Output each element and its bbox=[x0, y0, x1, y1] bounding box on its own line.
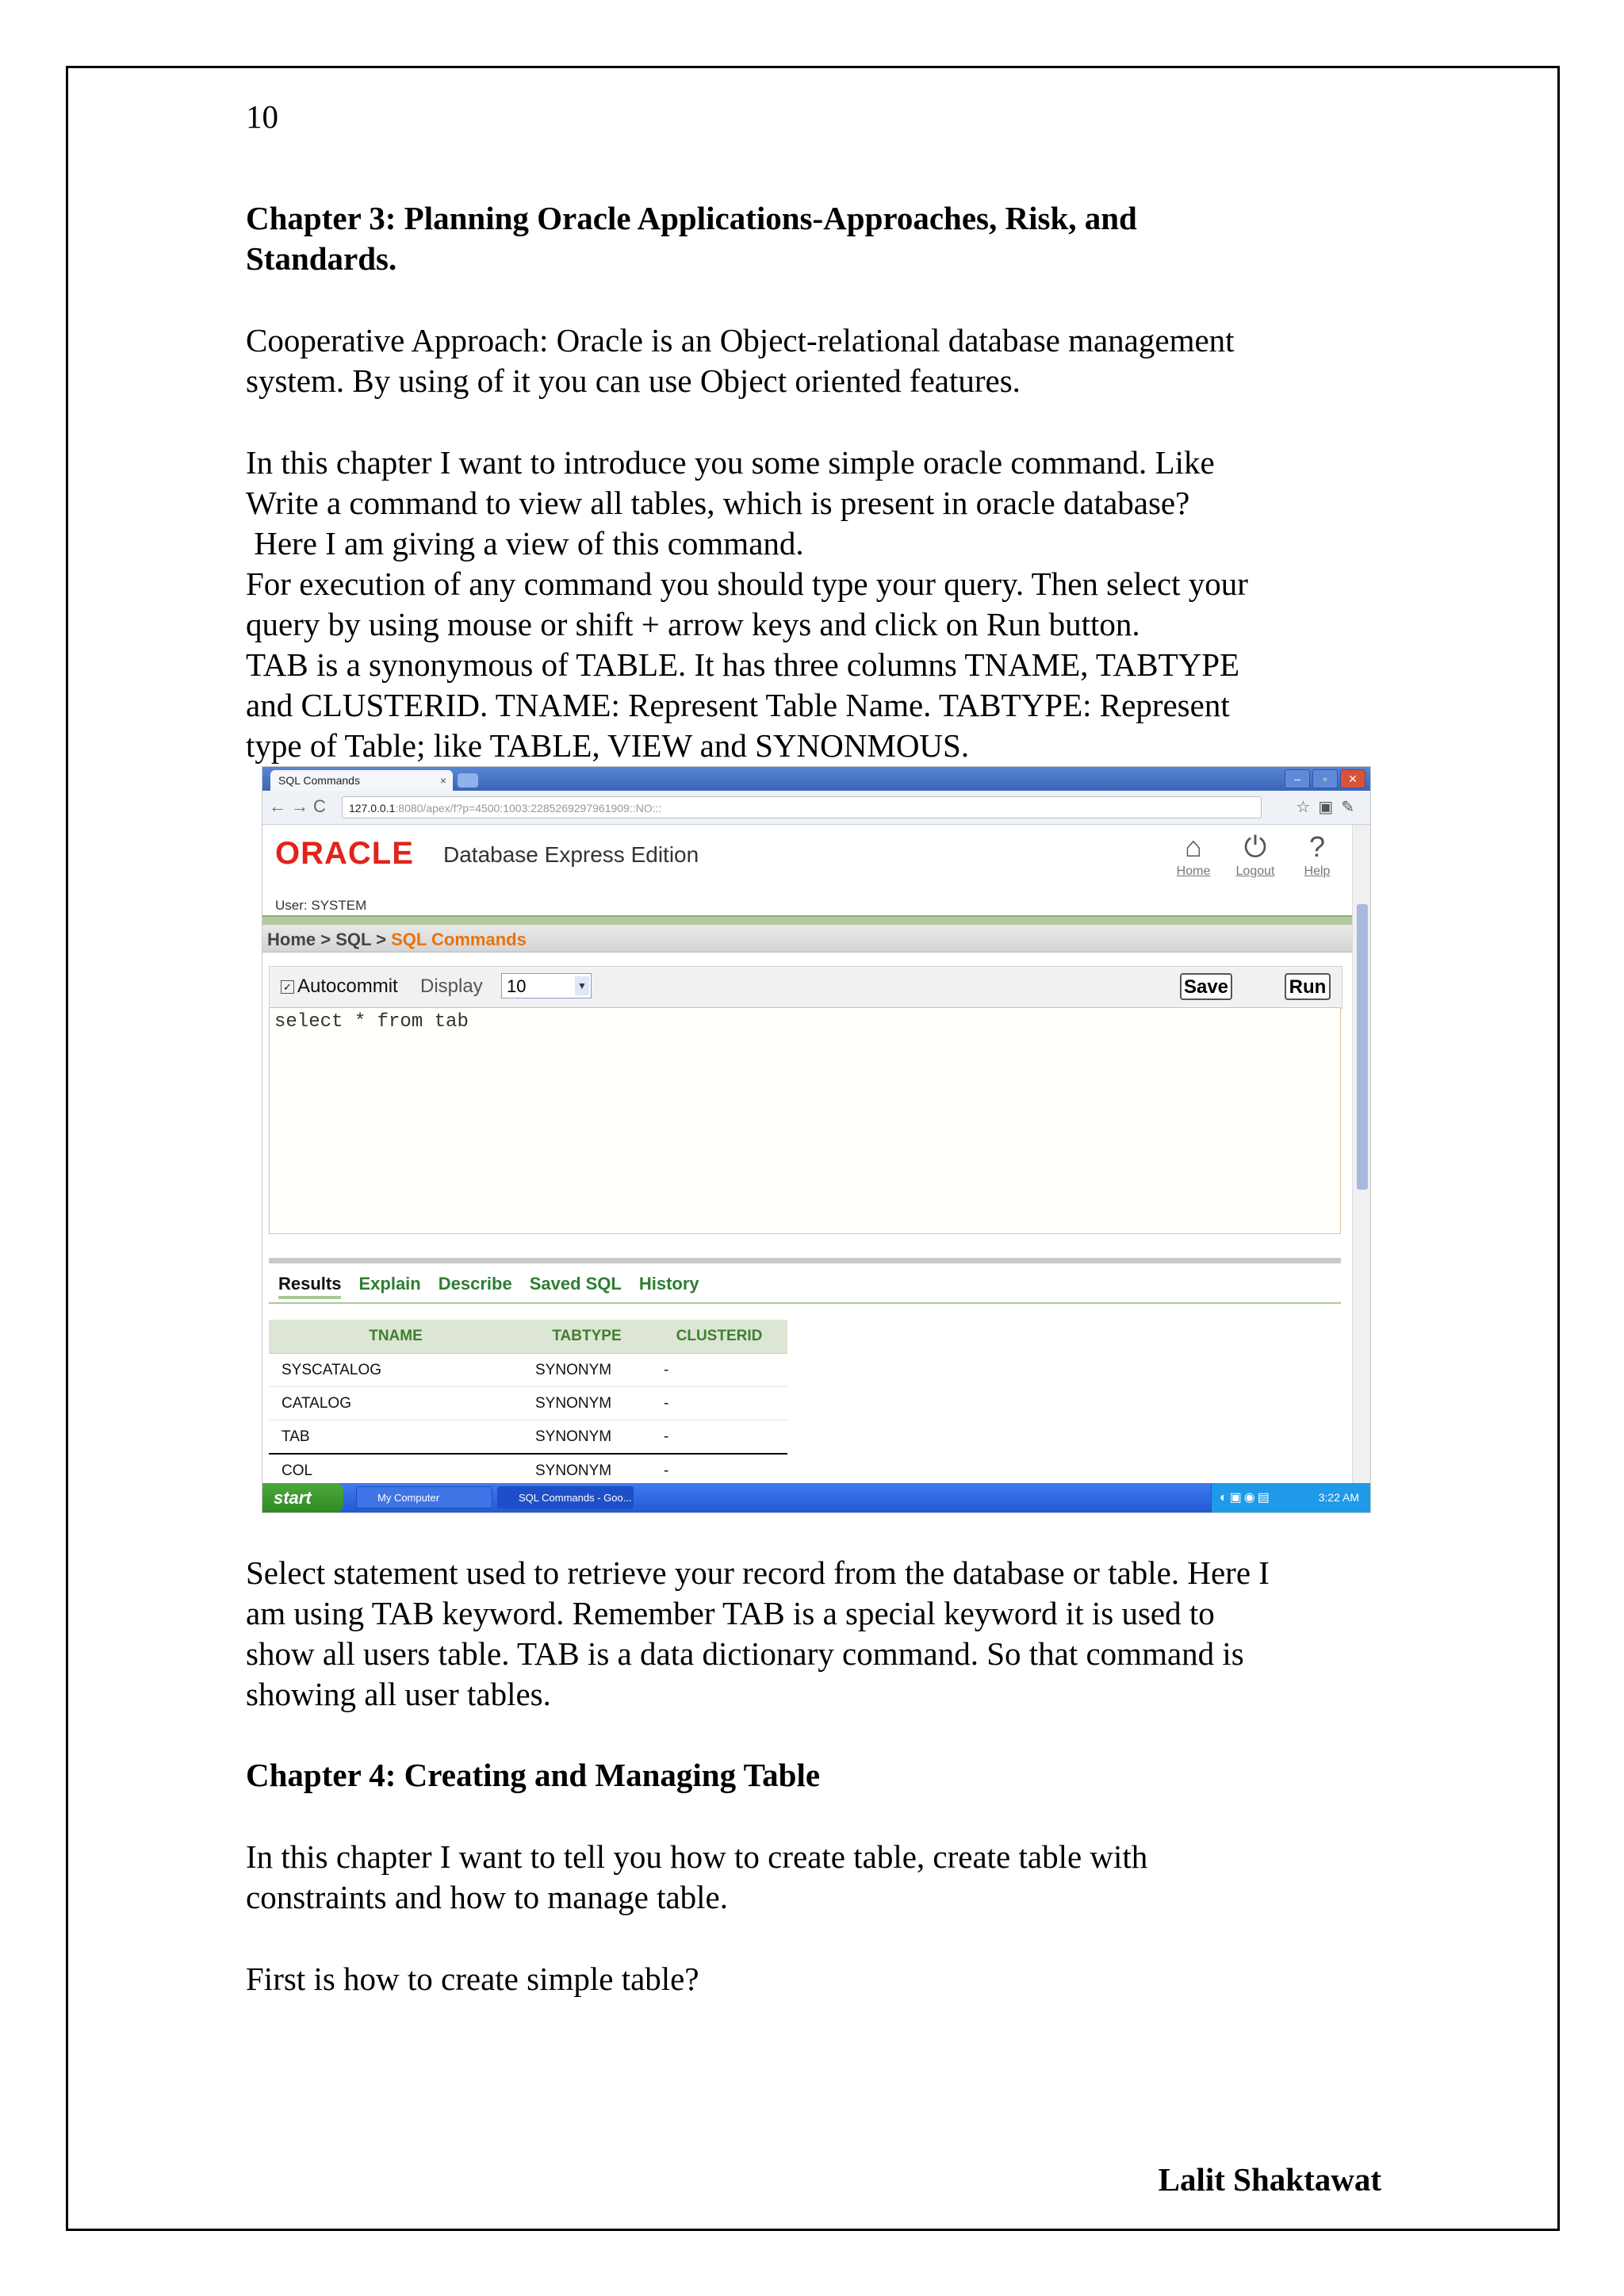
sql-toolbar bbox=[269, 966, 1342, 1009]
display-select[interactable] bbox=[501, 973, 592, 999]
chapter3-title-line1: Chapter 3: Planning Oracle Applications-Approaches, Risk, and bbox=[246, 200, 1137, 236]
checkbox-check-icon: ✓ bbox=[281, 980, 294, 994]
clock: 3:22 AM bbox=[1318, 1491, 1359, 1504]
oracle-logo: ORACLE bbox=[275, 836, 414, 871]
table-row bbox=[269, 1420, 787, 1455]
apex-page bbox=[262, 825, 1353, 1491]
results-tab-underline bbox=[269, 1302, 1341, 1304]
breadcrumb-current: SQL Commands bbox=[391, 930, 527, 949]
table-row bbox=[269, 1387, 787, 1420]
tab-title: SQL Commands bbox=[278, 774, 360, 787]
display-value: 10 bbox=[507, 976, 527, 996]
back-icon[interactable]: ← bbox=[269, 796, 291, 816]
para2-line: Here I am giving a view of this command. bbox=[246, 525, 804, 562]
reload-icon[interactable]: C bbox=[313, 796, 331, 816]
chapter4-title: Chapter 4: Creating and Managing Table bbox=[246, 1757, 821, 1793]
display-label: Display bbox=[420, 976, 483, 997]
page-icon[interactable]: ▣ bbox=[1318, 799, 1342, 816]
minimize-icon[interactable]: – bbox=[1285, 769, 1310, 788]
help-link[interactable] bbox=[1297, 830, 1337, 879]
taskbar-item-sql-commands[interactable]: SQL Commands - Goo... bbox=[497, 1486, 634, 1508]
header-divider bbox=[262, 915, 1353, 925]
help-label: Help bbox=[1304, 864, 1331, 878]
system-tray bbox=[1211, 1483, 1370, 1512]
embedded-screenshot bbox=[262, 766, 1371, 1513]
chapter3-title-line2: Standards. bbox=[246, 240, 397, 277]
scrollbar-thumb[interactable] bbox=[1357, 904, 1368, 1190]
close-icon[interactable]: × bbox=[439, 774, 446, 787]
para4-line: In this chapter I want to tell you how to create table, create table with bbox=[246, 1838, 1148, 1875]
column-header-tname: TNAME bbox=[269, 1320, 523, 1354]
tab-describe[interactable]: Describe bbox=[438, 1274, 512, 1294]
author-name: Lalit Shaktawat bbox=[1158, 2161, 1381, 2198]
breadcrumb-sep: > bbox=[371, 930, 392, 949]
breadcrumb-sep: > bbox=[316, 930, 336, 949]
save-button[interactable]: Save bbox=[1180, 973, 1232, 1000]
tab-results[interactable]: Results bbox=[278, 1274, 341, 1299]
page-number: 10 bbox=[246, 98, 278, 135]
results-tabs bbox=[278, 1274, 699, 1299]
para1-line1: Cooperative Approach: Oracle is an Object-relational database management bbox=[246, 322, 1235, 358]
autocommit-checkbox[interactable] bbox=[281, 976, 398, 998]
cell-tabtype: SYNONYM bbox=[523, 1420, 651, 1455]
para2-line: TAB is a synonymous of TABLE. It has three columns TNAME, TABTYPE bbox=[246, 646, 1240, 683]
new-tab-button[interactable] bbox=[458, 773, 478, 788]
para2-line: and CLUSTERID. TNAME: Represent Table Name. TABTYPE: Represent bbox=[246, 687, 1230, 723]
home-label: Home bbox=[1176, 864, 1211, 878]
url-input[interactable] bbox=[342, 796, 1262, 818]
vertical-scrollbar[interactable] bbox=[1352, 825, 1370, 1491]
para2-line: type of Table; like TABLE, VIEW and SYNONMOUS. bbox=[246, 727, 970, 764]
cell-clusterid: - bbox=[651, 1354, 787, 1387]
para5: First is how to create simple table? bbox=[246, 1961, 699, 1997]
logout-link[interactable] bbox=[1235, 830, 1275, 879]
window-close-icon[interactable]: ✕ bbox=[1340, 769, 1365, 788]
para3-line: show all users table. TAB is a data dictionary command. So that command is bbox=[246, 1635, 1244, 1672]
star-icon[interactable]: ☆ bbox=[1296, 799, 1319, 816]
autocommit-label: Autocommit bbox=[297, 976, 398, 997]
breadcrumb-sql[interactable]: SQL bbox=[335, 930, 372, 949]
window-controls bbox=[1285, 769, 1365, 788]
cell-clusterid: - bbox=[651, 1454, 787, 1488]
power-icon: ⏻ bbox=[1243, 830, 1267, 863]
browser-tabbar bbox=[262, 767, 1370, 791]
header-icons bbox=[1174, 830, 1337, 879]
para3-line: Select statement used to retrieve your record from the database or table. Here I bbox=[246, 1554, 1270, 1591]
tab-history[interactable]: History bbox=[638, 1274, 699, 1294]
results-separator bbox=[269, 1258, 1341, 1263]
browser-tab[interactable] bbox=[270, 770, 453, 791]
logout-label: Logout bbox=[1235, 864, 1275, 878]
para3-line: am using TAB keyword. Remember TAB is a special keyword it is used to bbox=[246, 1595, 1215, 1631]
home-icon: ⌂ bbox=[1185, 830, 1202, 863]
para2-line: query by using mouse or shift + arrow keys and click on Run button. bbox=[246, 606, 1140, 642]
forward-icon[interactable]: → bbox=[291, 796, 313, 816]
para3-line: showing all user tables. bbox=[246, 1676, 551, 1712]
para4-line: constraints and how to manage table. bbox=[246, 1879, 728, 1915]
para2-line: In this chapter I want to introduce you some simple oracle command. Like bbox=[246, 444, 1215, 481]
home-link[interactable] bbox=[1174, 830, 1213, 879]
query-text: select * from tab bbox=[274, 1011, 469, 1033]
breadcrumb bbox=[262, 925, 1353, 953]
sql-editor[interactable] bbox=[269, 1007, 1341, 1234]
cell-tabtype: SYNONYM bbox=[523, 1454, 651, 1488]
tray-icons[interactable]: ◐▣◉▤ bbox=[1220, 1491, 1272, 1504]
tab-saved-sql[interactable]: Saved SQL bbox=[529, 1274, 622, 1294]
help-icon: ? bbox=[1308, 830, 1326, 863]
start-button[interactable]: start bbox=[262, 1483, 343, 1512]
cell-tabtype: SYNONYM bbox=[523, 1387, 651, 1420]
chevron-down-icon: ▼ bbox=[575, 976, 589, 995]
para1-line2: system. By using of it you can use Object oriented features. bbox=[246, 362, 1021, 399]
para2-line: Write a command to view all tables, which is present in oracle database? bbox=[246, 485, 1190, 521]
cell-clusterid: - bbox=[651, 1387, 787, 1420]
windows-taskbar bbox=[262, 1483, 1370, 1512]
wrench-icon[interactable]: ✎ bbox=[1341, 799, 1362, 816]
para2-line: For execution of any command you should type your query. Then select your bbox=[246, 565, 1248, 602]
cell-clusterid: - bbox=[651, 1420, 787, 1455]
maximize-icon[interactable]: ▫ bbox=[1312, 769, 1338, 788]
cell-tname: SYSCATALOG bbox=[269, 1354, 523, 1387]
cell-tname: COL bbox=[269, 1454, 523, 1488]
url-host: 127.0.0.1 bbox=[349, 802, 396, 815]
column-header-clusterid: CLUSTERID bbox=[651, 1320, 787, 1354]
column-header-tabtype: TABTYPE bbox=[523, 1320, 651, 1354]
run-button[interactable]: Run bbox=[1285, 973, 1331, 1000]
product-name: Database Express Edition bbox=[443, 842, 699, 867]
url-path: :8080/apex/f?p=4500:1003:2285269297961909::NO::: bbox=[395, 802, 662, 815]
cell-tname: TAB bbox=[269, 1420, 523, 1455]
breadcrumb-home[interactable]: Home bbox=[267, 930, 316, 949]
taskbar-item-my-computer[interactable]: My Computer bbox=[356, 1486, 492, 1508]
table-row bbox=[269, 1354, 787, 1387]
nav-buttons bbox=[269, 796, 331, 817]
results-table bbox=[269, 1320, 787, 1488]
user-label: User: SYSTEM bbox=[275, 898, 367, 913]
tab-explain[interactable]: Explain bbox=[358, 1274, 421, 1294]
cell-tname: CATALOG bbox=[269, 1387, 523, 1420]
cell-tabtype: SYNONYM bbox=[523, 1354, 651, 1387]
address-bar bbox=[262, 791, 1370, 825]
browser-tools bbox=[1296, 797, 1362, 817]
